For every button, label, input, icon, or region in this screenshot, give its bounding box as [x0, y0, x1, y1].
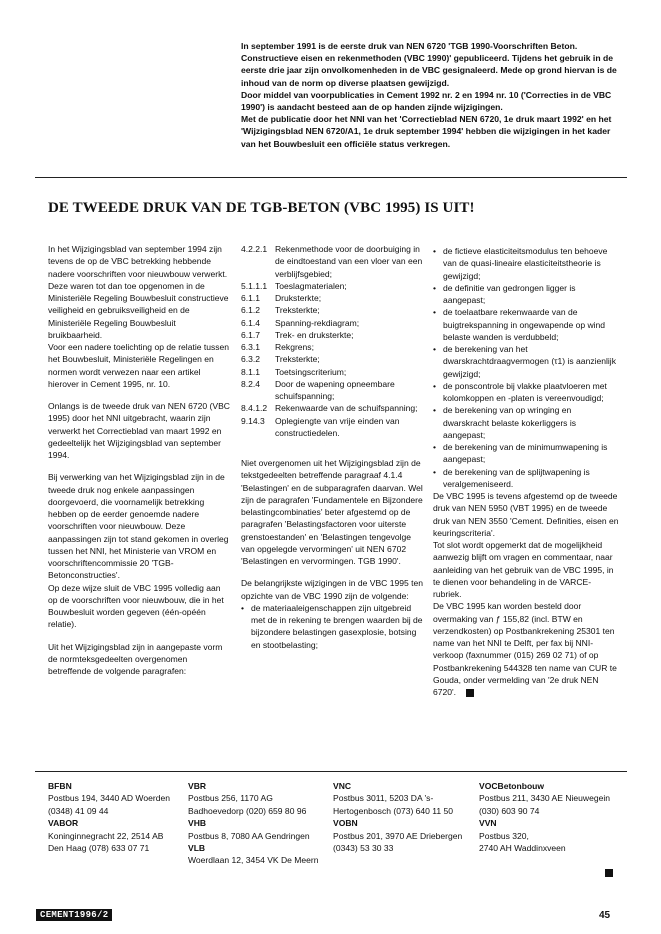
body-paragraph: Onlangs is de tweede druk van NEN 6720 (VBC 1995) door het NNI uitgebracht, waarin zijn verwerkt het Correctieblad van maart 1992 en gedeeltelijk het Wijzigingsblad van september 1994.	[48, 401, 230, 460]
list-item	[241, 292, 423, 304]
paragraph-title: Treksterkte;	[275, 305, 320, 316]
bullet-text: de definitie van gedrongen ligger is aangepast;	[443, 282, 576, 305]
paragraph-title: Toeslagmaterialen;	[275, 280, 347, 291]
list-item	[433, 441, 619, 466]
org-name: VVN	[479, 818, 497, 829]
bullet-icon: •	[433, 282, 436, 293]
address-column-2	[188, 780, 328, 867]
org-name: VLB	[188, 843, 206, 854]
body-paragraph: Op deze wijze sluit de VBC 1995 volledig aan op de voorschriften voor nieuwbouw, die in het Bouwbesluit worden gegeven (één-opéén relatie).	[48, 582, 224, 630]
journal-tag: CEMENT1996/2	[36, 909, 112, 921]
paragraph-number: 4.2.2.1	[241, 244, 268, 254]
body-paragraph	[433, 600, 619, 698]
end-mark-icon	[466, 689, 474, 697]
paragraph-number: 8.2.4	[241, 378, 261, 389]
column-1	[48, 243, 230, 687]
paragraph-number: 6.1.2	[241, 305, 261, 316]
body-paragraph: De VBC 1995 is tevens afgestemd op de tweede druk van NEN 5950 (VBT 1995) en de tweede druk van NEN 3550 'Cement. Definities, eisen en keuringscriteria'.	[433, 491, 619, 538]
paragraph-title: Door de wapening opneembare schuifspanning;	[275, 378, 395, 401]
paragraph-title: Treksterkte;	[275, 354, 320, 365]
paragraph-title: Oplegiengte van vrije einden van constructiedelen.	[275, 415, 400, 438]
column-2	[241, 243, 423, 651]
list-item	[433, 282, 619, 307]
list-item	[241, 378, 423, 403]
org-address: Postbus 211, 3430 AE Nieuwegein (030) 603 90 74	[479, 793, 610, 816]
list-item	[241, 304, 423, 316]
org-address: Postbus 8, 7080 AA Gendringen	[188, 830, 310, 841]
paragraph-title: Rekenwaarde van de schuifspanning;	[275, 403, 418, 414]
org-address: Postbus 320,	[479, 830, 529, 841]
bullet-text: de fictieve elasticiteitsmodulus ten behoeve van de quasi-lineaire elasticiteitstheorie is gewijzigd;	[443, 246, 608, 281]
org-address: Woerdlaan 12, 3454 VK De Meern	[188, 855, 319, 866]
list-item	[433, 404, 619, 441]
intro-paragraph: Door middel van voorpublicaties in Cement 1992 nr. 2 en 1994 nr. 10 ('Correcties in de VBC 1990') is aandacht besteed aan de op handen zijnde wijzigingen.	[241, 89, 612, 113]
body-paragraph: Tot slot wordt opgemerkt dat de mogelijkheid aanwezig blijft om vragen en commentaar, naar aanleiding van het gebruik van de VBC 1995, in te dienen voor behandeling in de VARCE-rubriek.	[433, 540, 614, 599]
address-column-4	[479, 780, 619, 854]
list-item	[241, 317, 423, 329]
bullet-icon: •	[241, 602, 244, 613]
paragraph-number: 8.4.1.2	[241, 403, 268, 414]
bullet-icon: •	[433, 344, 436, 354]
paragraph-title: Toetsingscriterium;	[275, 366, 347, 377]
org-name: BFBN	[48, 781, 72, 791]
list-item	[241, 280, 423, 292]
paragraph-title: Trek- en druksterkte;	[275, 329, 354, 340]
body-paragraph: Voor een nadere toelichting op de relatie tussen het Bouwbesluit, Ministeriële Regelingen en normen wordt verwezen naar een artikel hierover in Cement 1995, nr. 10.	[48, 342, 230, 389]
bullet-icon: •	[433, 466, 436, 477]
paragraph-number: 6.1.4	[241, 317, 261, 328]
end-mark-icon	[605, 869, 613, 877]
list-item	[241, 602, 423, 651]
paragraph-number: 6.1.7	[241, 329, 261, 340]
bullet-text: de toelaatbare rekenwaarde van de buigtrekspanning in ongewapende op wind belaste wanden is verdubbeld;	[443, 307, 606, 342]
org-name: VHB	[188, 818, 207, 829]
bullet-icon: •	[433, 307, 436, 318]
list-item	[241, 402, 423, 414]
paragraph-number: 5.1.1.1	[241, 280, 268, 291]
bullet-icon: •	[433, 405, 436, 416]
body-paragraph: In het Wijzigingsblad van september 1994 zijn tevens de op de VBC betrekking hebbende nadere voorschriften voor nieuwbouw verwerkt. Deze waren tot dan toe opgenomen in de Ministeriële Regeling Bouwbesluit constructieve veiligheid en gebruiksveiligheid en de Ministeriële Regeling Bouwbesluit bruikbaarheid.	[48, 244, 229, 340]
org-address: Postbus 256, 1170 AG Badhoevedorp (020) 659 80 96	[188, 793, 307, 816]
org-address: Postbus 201, 3970 AE Driebergen (0343) 53 30 33	[333, 830, 463, 854]
bullet-icon: •	[433, 246, 436, 256]
bullet-text: de materiaaleigenschappen zijn uitgebreid met de in rekening te brengen waarden bij de bijzondere belastingen gasexplosie, botsing en stootbelasting;	[251, 602, 423, 650]
bottom-divider	[35, 771, 627, 772]
bullet-text: de berekening van op wringing en dwarskracht belaste kokerliggers is aangepast;	[443, 405, 577, 440]
list-item	[433, 306, 619, 343]
bullet-text: de ponscontrole bij vlakke plaatvloeren met kolomkoppen en -platen is vereenvoudigd;	[443, 380, 607, 403]
list-item	[433, 245, 619, 282]
bullet-text: de berekening van het dwarskrachtdraagvermogen (τ1) is aanzienlijk gewijzigd;	[443, 344, 616, 379]
paragraph-title: Druksterkte;	[275, 293, 322, 303]
order-text: De VBC 1995 kan worden besteld door overmaking van ƒ 155,82 (incl. BTW en verzendkosten) op Postbankrekening 25301 ten name van het NNI te Delft, per fax bij NNI-verkoop (faxnummer (015) 269 02 71) of op Postbankrekening 544328 ten name van CUR te Gouda, onder vermelding van '2e druk NEN 6720'.	[433, 601, 617, 697]
bullet-text: de berekening van de minimumwapening is aangepast;	[443, 442, 608, 465]
list-item	[433, 466, 619, 491]
org-address: Koninginnegracht 22, 2514 AB	[48, 830, 164, 841]
page-number: 45	[599, 910, 611, 921]
list-item	[241, 366, 423, 378]
list-item	[241, 415, 423, 440]
org-address: Postbus 3011, 5203 DA 's-Hertogenbosch (073) 640 11 50	[333, 793, 454, 816]
paragraph-number: 6.1.1	[241, 293, 261, 303]
body-paragraph: De belangrijkste wijzigingen in de VBC 1995 ten opzichte van de VBC 1990 zijn de volgende:	[241, 578, 423, 601]
paragraph-number: 6.3.2	[241, 354, 261, 365]
list-item	[241, 329, 423, 341]
paragraph-number: 8.1.1	[241, 366, 261, 377]
bullet-text: de berekening van de splijtwapening is veralgemeniseerd.	[443, 466, 590, 489]
org-phone: Den Haag (078) 633 07 71	[48, 843, 150, 854]
body-paragraph: Bij verwerking van het Wijzigingsblad zijn in de tweede druk nog enkele aanpassingen doorgevoerd, die voornamelijk betrekking hebben op de eerder genoemde nadere voorschriften voor nieuwbouw. Deze aanpassingen zijn tot stand gekomen in overleg tussen het NNI, het Ministerie van VROM en voorschriftencommissie 20 'TGB-Betonconstructies'.	[48, 472, 229, 581]
org-name: VOCBetonbouw	[479, 781, 545, 791]
org-name: VOBN	[333, 818, 358, 829]
list-item	[241, 353, 423, 365]
paragraph-title: Spanning-rekdiagram;	[275, 317, 360, 328]
paragraph-number: 6.3.1	[241, 342, 261, 352]
org-address: Postbus 194, 3440 AD Woerden	[48, 793, 170, 804]
org-name: VABOR	[48, 818, 79, 829]
intro-paragraph: In september 1991 is de eerste druk van NEN 6720 'TGB 1990-Voorschriften Beton. Constructieve eisen en rekenmethoden (VBC 1990)' gepubliceerd. Tijdens het gebruik in de eerste drie jaar zijn onvolkomenheden in de VBC gesignaleerd. Mede op grond hiervan is de inhoud van de norm op diverse plaatsen gewijzigd.	[241, 41, 617, 88]
org-address: 2740 AH Waddinxveen	[479, 843, 566, 854]
list-item	[241, 243, 423, 280]
article-headline: DE TWEEDE DRUK VAN DE TGB-BETON (VBC 1995) IS UIT!	[48, 200, 475, 216]
intro-box	[241, 40, 623, 150]
intro-paragraph: Met de publicatie door het NNI van het 'Correctieblad NEN 6720, 1e druk maart 1992' en het 'Wijzigingsblad NEN 6720/A1, 1e druk september 1994' hebben die wijzigingen in het kader van het Bouwbesluit een officiële status verkregen.	[241, 114, 612, 149]
body-paragraph: Niet overgenomen uit het Wijzigingsblad zijn de tekstgedeelten betreffende paragraaf 4.1.4 'Belastingen' en de subparagrafen daarvan. Wel zijn de paragrafen 'Fundamentele en Bijzondere belastingcombinaties' beter afgestemd op de paragrafen 'Belastingsfactoren voor uiterste grenstoestanden' en 'Belastingen tengevolge van opgelegde vervormingen' uit NEN 6702 'Belastingen en vervormingen. TGB 1990'.	[241, 458, 423, 566]
paragraph-number: 9.14.3	[241, 415, 265, 426]
body-paragraph: Uit het Wijzigingsblad zijn in aangepaste vorm de normteksgedeelten overgenomen betreffende de volgende paragrafen:	[48, 641, 223, 676]
paragraph-title: Rekgrens;	[275, 342, 314, 352]
list-item	[433, 380, 619, 405]
paragraph-list	[241, 243, 423, 439]
list-item	[433, 343, 619, 380]
column-3	[433, 245, 619, 698]
list-item	[241, 341, 423, 353]
bullet-icon: •	[433, 442, 436, 452]
bullet-icon: •	[433, 380, 436, 391]
paragraph-title: Rekenmethode voor de doorbuiging in de eindtoestand van een vloer van een verblijfsgebied;	[275, 244, 423, 279]
org-name: VBR	[188, 781, 207, 791]
org-name: VNC	[333, 781, 352, 791]
address-column-3	[333, 780, 473, 854]
address-column-1	[48, 780, 188, 854]
top-divider	[35, 177, 627, 178]
org-phone: (0348) 41 09 44	[48, 805, 109, 816]
